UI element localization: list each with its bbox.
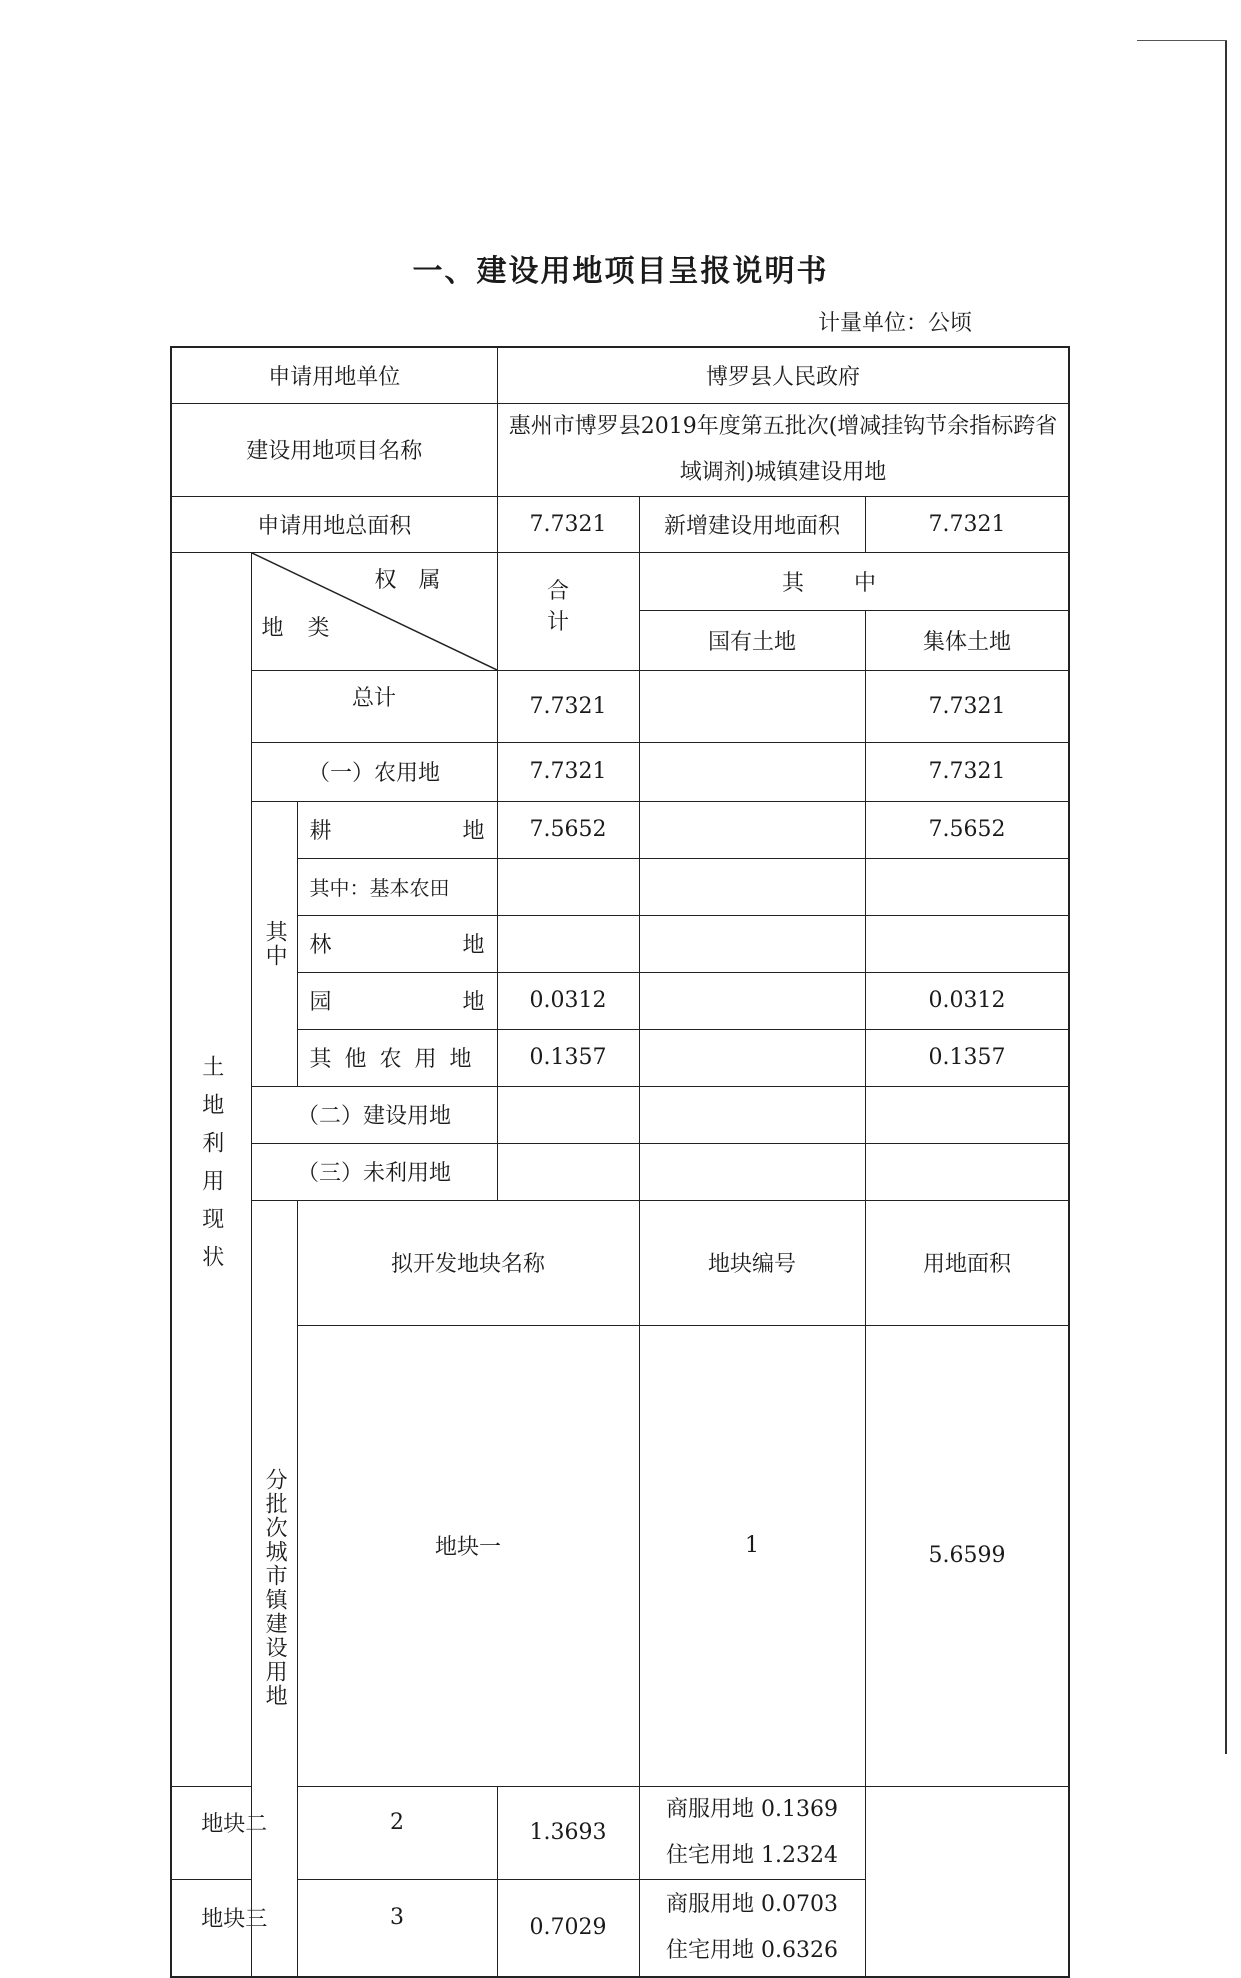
other-agricultural-land-state xyxy=(639,1029,865,1086)
project-label: 建设用地项目名称 xyxy=(171,403,497,496)
plot-number: 3 xyxy=(390,1905,404,1931)
among-header: 其中 xyxy=(639,552,1069,610)
unused-land-collective xyxy=(865,1143,1069,1200)
project-value: 惠州市博罗县2019年度第五批次(增减挂钩节余指标跨省域调剂)城镇建设用地 xyxy=(497,403,1069,496)
land-use-side-label: 土地利用现状 xyxy=(198,1055,224,1283)
applicant-value: 博罗县人民政府 xyxy=(497,347,1069,403)
basic-farmland-row xyxy=(171,858,1069,915)
plot-number: 1 xyxy=(745,1533,760,1558)
other-agricultural-land-collective: 0.1357 xyxy=(865,1029,1069,1086)
agricultural-land-collective: 7.7321 xyxy=(865,742,1069,801)
project-row xyxy=(171,403,1069,496)
agricultural-land-state xyxy=(639,742,865,801)
plot-area: 5.6599 xyxy=(865,1325,1069,1786)
garden-land-total: 0.0312 xyxy=(497,972,639,1029)
arable-land-collective: 7.5652 xyxy=(865,801,1069,858)
plots-header-row xyxy=(171,1200,1069,1325)
diagonal-header-cell xyxy=(251,552,497,670)
basic-farmland-collective xyxy=(865,858,1069,915)
other-agricultural-land-label: 其他农用地 xyxy=(297,1029,497,1086)
plot-row xyxy=(171,1325,1069,1786)
land-use-header-row-1 xyxy=(171,552,1069,610)
grand-total-row xyxy=(171,670,1069,742)
collective-land-header: 集体土地 xyxy=(865,610,1069,670)
applicant-label: 申请用地单位 xyxy=(171,347,497,403)
forest-land-label: 林 地 xyxy=(309,933,485,958)
arable-land-state xyxy=(639,801,865,858)
plot-row xyxy=(171,1879,1069,1977)
plots-side-label: 分批次城市镇建设用地 xyxy=(262,1468,288,1709)
arable-land-total: 7.5652 xyxy=(497,801,639,858)
grand-total-state xyxy=(639,670,865,742)
garden-land-label: 园 地 xyxy=(309,990,485,1015)
plot-name: 地块三 xyxy=(201,1907,268,1933)
applicant-row xyxy=(171,347,1069,403)
sub-side-label: 其中 xyxy=(262,919,288,968)
construction-land-label: （二）建设用地 xyxy=(251,1086,497,1143)
measurement-unit: 计量单位：公顷 xyxy=(818,311,973,336)
arable-land-row xyxy=(171,801,1069,858)
total-area-value: 7.7321 xyxy=(497,496,639,552)
agricultural-land-total: 7.7321 xyxy=(497,742,639,801)
sub-side-label-cell xyxy=(251,801,297,1086)
plot-usage: 商服用地 0.1369 住宅用地 1.2324 xyxy=(639,1786,865,1879)
grand-total-label: 总计 xyxy=(352,685,397,711)
basic-farmland-label: 其中：基本农田 xyxy=(297,858,497,915)
document-title: 一、建设用地项目呈报说明书 xyxy=(412,254,829,289)
plot-name: 地块二 xyxy=(201,1812,268,1837)
forest-land-collective xyxy=(865,915,1069,972)
state-land-header: 国有土地 xyxy=(639,610,865,670)
new-construction-area-label: 新增建设用地面积 xyxy=(639,496,865,552)
plot-area-header: 用地面积 xyxy=(865,1200,1069,1325)
basic-farmland-total xyxy=(497,858,639,915)
grand-total-total: 7.7321 xyxy=(497,670,639,742)
construction-land-collective xyxy=(865,1086,1069,1143)
unused-land-total xyxy=(497,1143,639,1200)
forest-land-state xyxy=(639,915,865,972)
plot-usage: 商服用地 0.0703 住宅用地 0.6326 xyxy=(639,1879,865,1977)
plot-number: 2 xyxy=(390,1810,404,1835)
construction-land-total xyxy=(497,1086,639,1143)
page-edge-rule-top xyxy=(1137,40,1227,41)
plot-area: 1.3693 xyxy=(497,1786,639,1879)
other-agricultural-land-row xyxy=(171,1029,1069,1086)
plot-area: 0.7029 xyxy=(497,1879,639,1977)
unused-land-state xyxy=(639,1143,865,1200)
forest-land-total xyxy=(497,915,639,972)
garden-land-state xyxy=(639,972,865,1029)
total-header-cell xyxy=(497,552,639,670)
construction-land-row xyxy=(171,1086,1069,1143)
forest-land-row xyxy=(171,915,1069,972)
plot-number-header: 地块编号 xyxy=(639,1200,865,1325)
grand-total-collective: 7.7321 xyxy=(865,670,1069,742)
agricultural-land-label: （一）农用地 xyxy=(251,742,497,801)
garden-land-row xyxy=(171,972,1069,1029)
basic-farmland-state xyxy=(639,858,865,915)
arable-land-label: 耕 地 xyxy=(309,819,485,844)
plot-row xyxy=(171,1786,1069,1879)
land-use-side-label-cell xyxy=(171,552,251,1786)
page-edge-rule xyxy=(1225,40,1227,1754)
other-agricultural-land-total: 0.1357 xyxy=(497,1029,639,1086)
new-construction-area-value: 7.7321 xyxy=(865,496,1069,552)
agricultural-land-row xyxy=(171,742,1069,801)
garden-land-collective: 0.0312 xyxy=(865,972,1069,1029)
total-area-row xyxy=(171,496,1069,552)
plot-name-header: 拟开发地块名称 xyxy=(297,1200,639,1325)
ownership-header: 权属 xyxy=(374,567,463,593)
unused-land-label: （三）未利用地 xyxy=(251,1143,497,1200)
unused-land-row xyxy=(171,1143,1069,1200)
construction-land-state xyxy=(639,1086,865,1143)
land-application-form xyxy=(170,346,1070,1978)
total-area-label: 申请用地总面积 xyxy=(171,496,497,552)
total-header: 合计 xyxy=(547,579,610,635)
category-header: 地类 xyxy=(261,615,354,641)
plot-name: 地块一 xyxy=(435,1535,502,1560)
